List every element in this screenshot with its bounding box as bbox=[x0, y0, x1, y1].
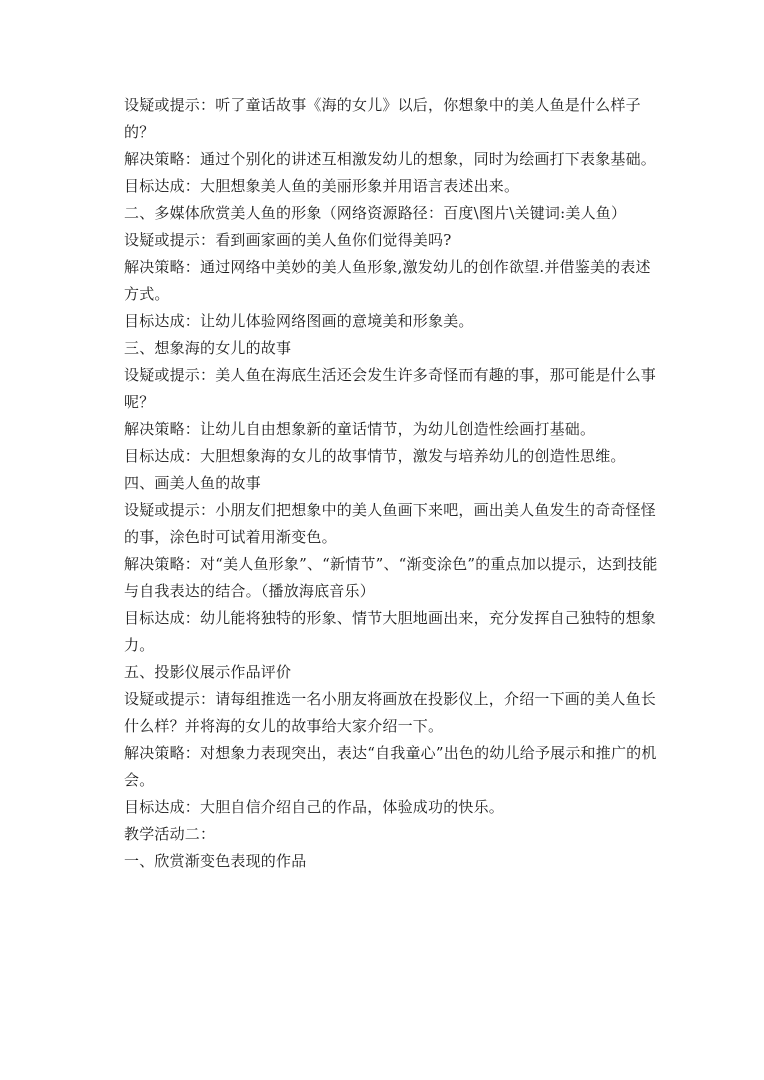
paragraph-2: 解决策略：通过个别化的讲述互相激发幼儿的想象，同时为绘画打下表象基础。 bbox=[124, 150, 657, 168]
section-heading-1: 一、欣赏渐变色表现的作品 bbox=[124, 852, 307, 870]
activity-heading: 教学活动二： bbox=[124, 825, 216, 843]
paragraph-11: 目标达成：大胆想象海的女儿的故事情节，激发与培养幼儿的创造性思维。 bbox=[124, 447, 626, 465]
paragraph-6: 解决策略：通过网络中美妙的美人鱼形象,激发幼儿的创作欲望.并借鉴美的表述方式。 bbox=[124, 258, 651, 303]
paragraph-5: 设疑或提示：看到画家画的美人鱼你们觉得美吗? bbox=[124, 231, 452, 249]
section-heading-3: 三、想象海的女儿的故事 bbox=[124, 339, 292, 357]
paragraph-10: 解决策略：让幼儿自由想象新的童话情节，为幼儿创造性绘画打基础。 bbox=[124, 420, 596, 438]
paragraph-15: 目标达成：幼儿能将独特的形象、情节大胆地画出来，充分发挥自己独特的想象力。 bbox=[124, 609, 657, 654]
paragraph-13: 设疑或提示：小朋友们把想象中的美人鱼画下来吧，画出美人鱼发生的奇奇怪怪的事，涂色时可试着用渐变色。 bbox=[124, 501, 657, 546]
section-heading-4: 四、画美人鱼的故事 bbox=[124, 474, 261, 492]
paragraph-18: 解决策略：对想象力表现突出，表达“自我童心”出色的幼儿给予展示和推广的机会。 bbox=[124, 744, 657, 789]
paragraph-14: 解决策略：对“美人鱼形象”、“新情节”、“渐变涂色”的重点加以提示，达到技能与自我表达的结合。（播放海底音乐） bbox=[124, 555, 658, 600]
section-heading-2: 二、多媒体欣赏美人鱼的形象（网络资源路径：百度\图片\关键词:美人鱼） bbox=[124, 204, 627, 222]
paragraph-7: 目标达成：让幼儿体验网络图画的意境美和形象美。 bbox=[124, 312, 474, 330]
paragraph-19: 目标达成：大胆自信介绍自己的作品，体验成功的快乐。 bbox=[124, 798, 505, 816]
section-heading-5: 五、投影仪展示作品评价 bbox=[124, 663, 292, 681]
paragraph-9: 设疑或提示：美人鱼在海底生活还会发生许多奇怪而有趣的事，那可能是什么事呢？ bbox=[124, 366, 657, 411]
paragraph-1: 设疑或提示：听了童话故事《海的女儿》以后，你想象中的美人鱼是什么样子的？ bbox=[124, 96, 641, 141]
paragraph-3: 目标达成：大胆想象美人鱼的美丽形象并用语言表述出来。 bbox=[124, 177, 520, 195]
paragraph-17: 设疑或提示：请每组推选一名小朋友将画放在投影仪上，介绍一下画的美人鱼长什么样？并将海的女儿的故事给大家介绍一下。 bbox=[124, 690, 657, 735]
